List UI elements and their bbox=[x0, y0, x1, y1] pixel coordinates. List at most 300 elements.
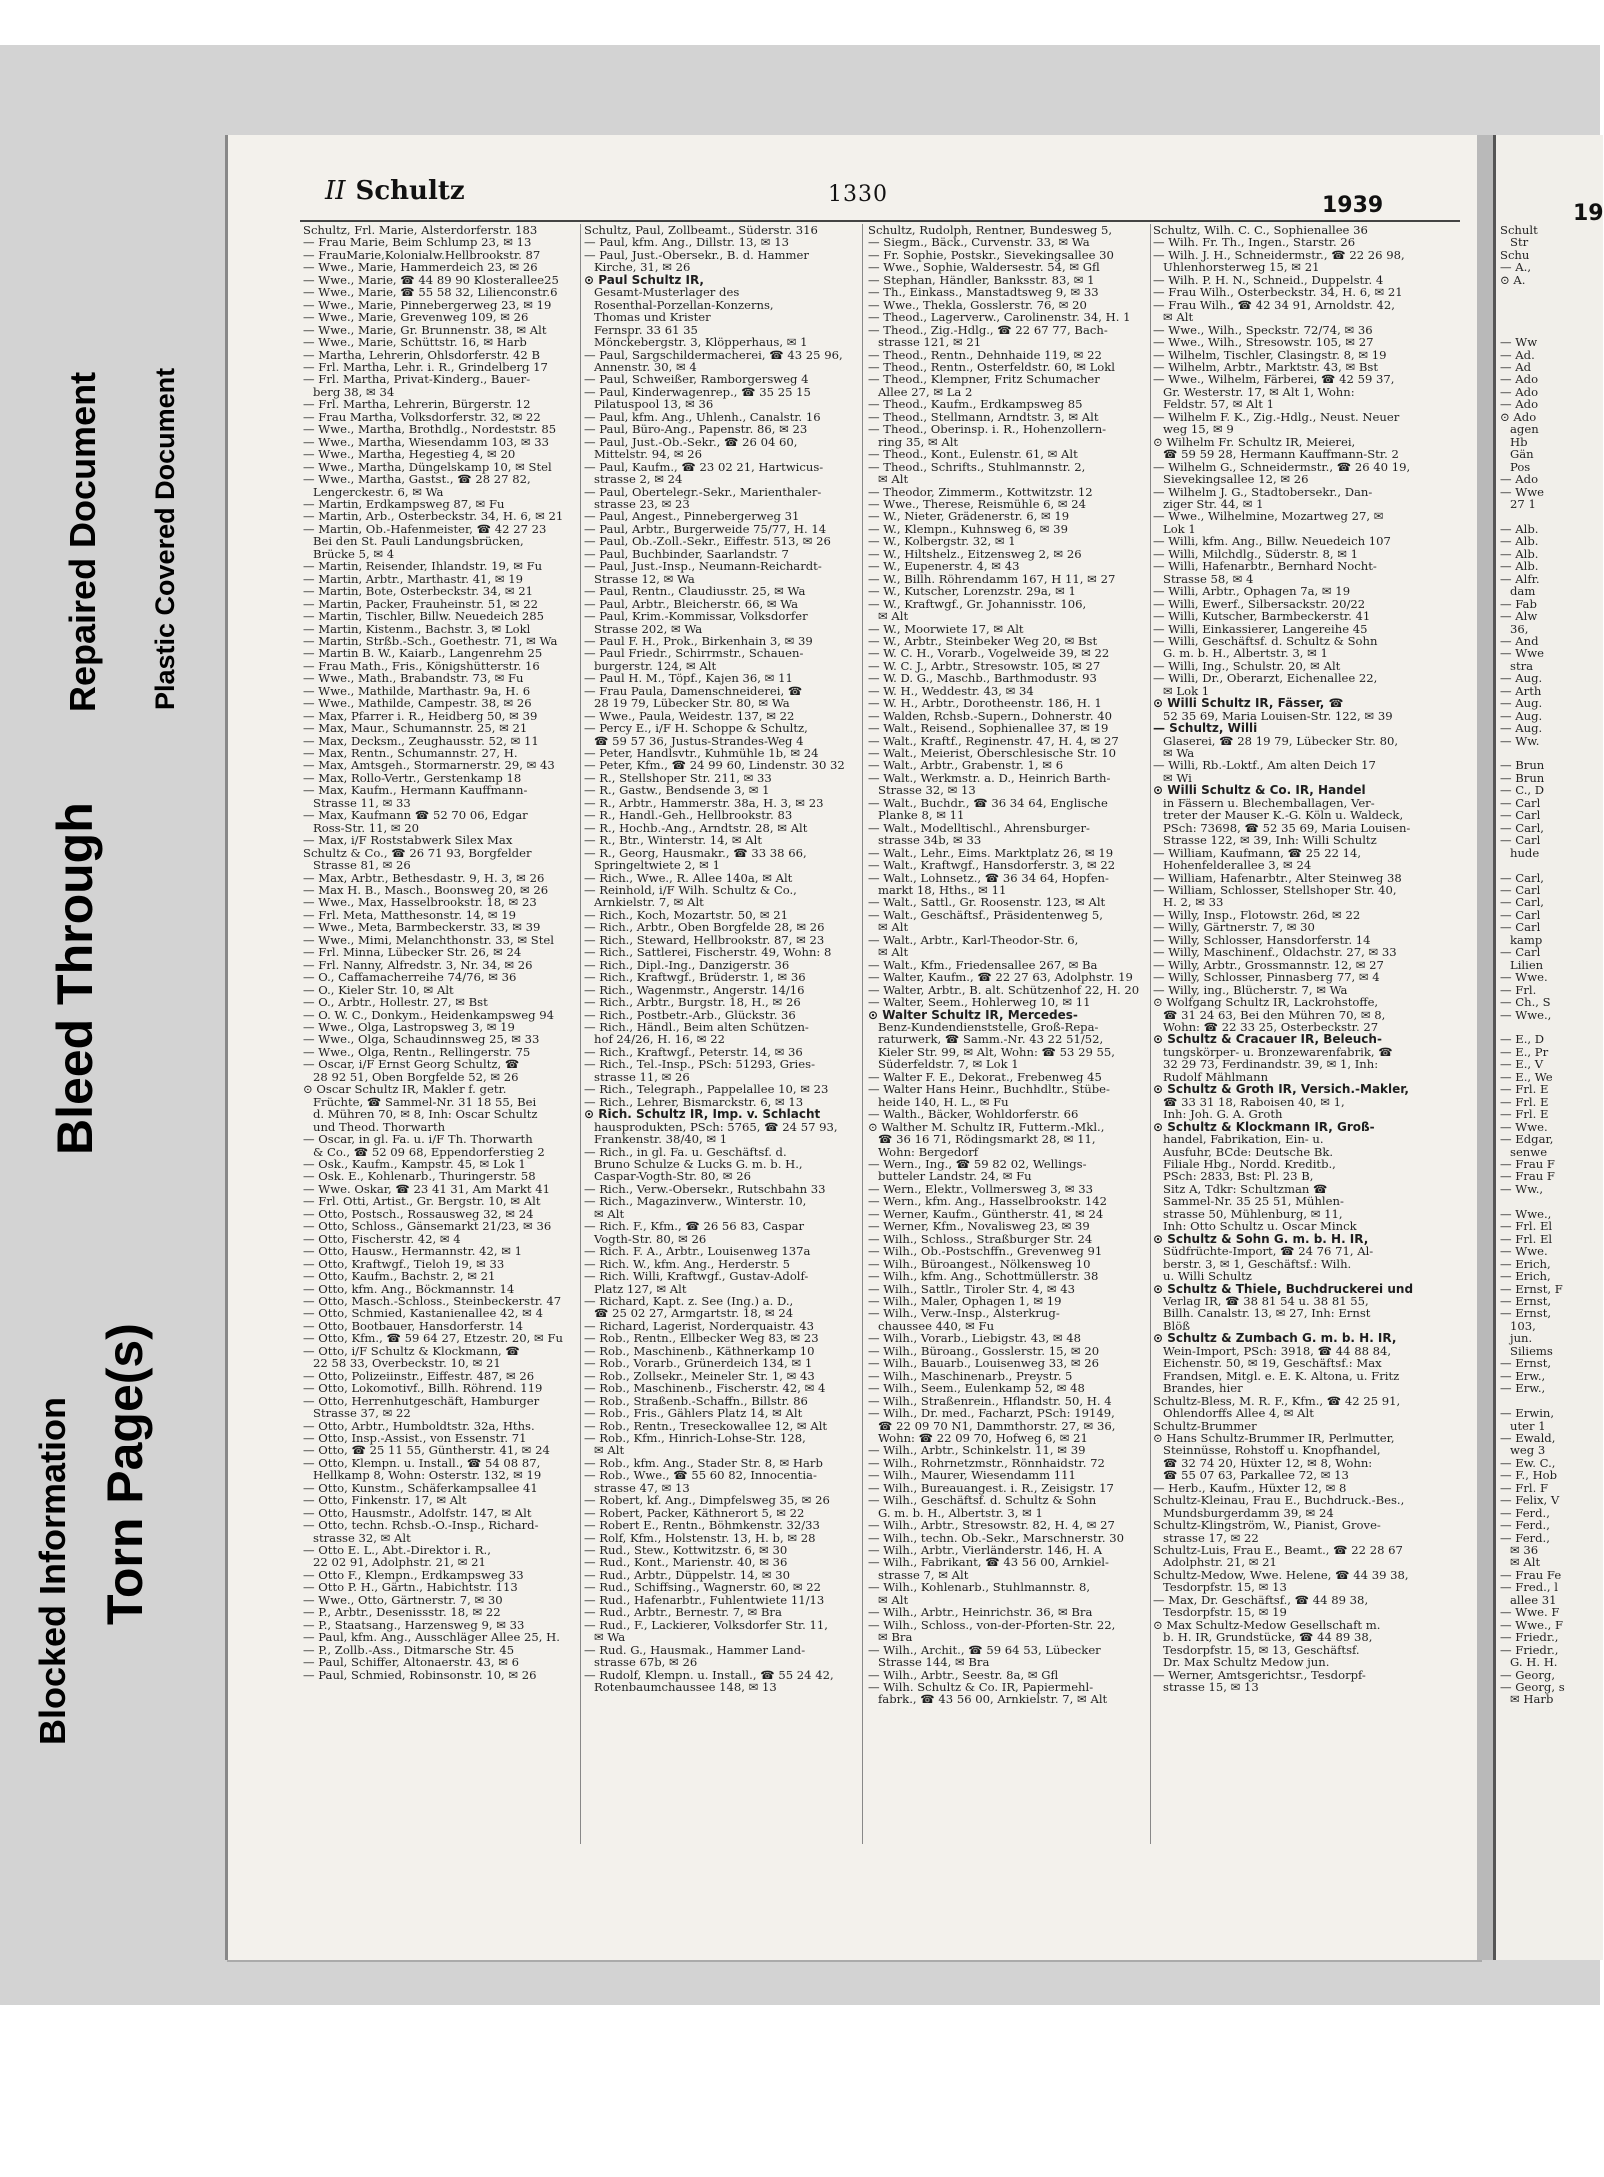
directory-entry-line: — Wwe., Otto, Gärtnerstr. 7, ✉ 30 bbox=[303, 1592, 503, 1607]
directory-entry-line: — R., Georg, Hausmakr., ☎ 33 38 66, bbox=[584, 845, 807, 860]
directory-entry-line: ☎ 59 59 28, Hermann Kauffmann-Str. 2 bbox=[1163, 447, 1399, 462]
directory-entry-line: — Rob., kfm. Ang., Stader Str. 8, ✉ Harb bbox=[584, 1455, 823, 1470]
directory-entry-line: d. Mühren 70, ✉ 8, Inh: Oscar Schultz bbox=[313, 1107, 538, 1122]
directory-entry-line: — Fr. Sophie, Postskr., Sievekingsallee 30 bbox=[868, 247, 1114, 262]
directory-entry-line: G. m. b. H., Albertstr. 3, ✉ 1 bbox=[878, 1505, 1043, 1520]
directory-entry-line: Strasse 58, ✉ 4 bbox=[1163, 571, 1254, 586]
directory-entry-line: Siliems bbox=[1510, 1343, 1553, 1358]
directory-entry-line: — Alb. bbox=[1500, 521, 1539, 536]
directory-entry-line: — Frau Marie, Beim Schlump 23, ✉ 13 bbox=[303, 235, 532, 250]
directory-entry-line: ✉ Harb bbox=[1510, 1692, 1554, 1707]
directory-entry-line: 103, bbox=[1510, 1318, 1536, 1333]
directory-entry-line: Caspar-Vogth-Str. 80, ✉ 26 bbox=[594, 1169, 751, 1184]
directory-entry-line: — Paul, Arbtr., Bleicherstr. 66, ✉ Wa bbox=[584, 596, 799, 611]
directory-entry-line: — Wwe. F bbox=[1500, 1605, 1560, 1620]
directory-entry-line: — W. H., Arbtr., Dorotheenstr. 186, H. 1 bbox=[868, 696, 1102, 711]
directory-entry-line: — Wilh., Seem., Eulenkamp 52, ✉ 48 bbox=[868, 1381, 1085, 1396]
directory-entry-line: — Rich., Arbtr., Burgstr. 18, H., ✉ 26 bbox=[584, 995, 801, 1010]
directory-entry-line: Filiale Hbg., Nordd. Kreditb., bbox=[1163, 1156, 1336, 1171]
directory-entry-line: — Paul, Obertelegr.-Sekr., Marienthaler- bbox=[584, 484, 822, 499]
adjacent-page-column-fragment bbox=[1500, 224, 1600, 1849]
directory-entry-line: — Carl bbox=[1500, 945, 1541, 960]
directory-entry-line: — Rich., Händl., Beim alten Schützen- bbox=[584, 1020, 809, 1034]
directory-entry-line: stra bbox=[1510, 658, 1534, 673]
directory-entry-line: Gän bbox=[1510, 447, 1534, 462]
directory-entry-line: — Wilh., Maler, Ophagen 1, ✉ 19 bbox=[868, 1293, 1062, 1308]
directory-entry-line: Mundsburgerdamm 39, ✉ 24 bbox=[1163, 1505, 1334, 1520]
directory-entry-line: — Fab bbox=[1500, 596, 1537, 611]
directory-entry-line: — Frl. El bbox=[1500, 1231, 1553, 1246]
directory-entry-line: Billh. Canalstr. 13, ✉ 27, Inh: Ernst bbox=[1163, 1306, 1371, 1321]
directory-entry-line: — Wilh., Büroang., Gosslerstr. 15, ✉ 20 bbox=[868, 1343, 1100, 1358]
directory-entry-line: Tesdorpfstr. 15, ✉ 19 bbox=[1163, 1605, 1287, 1620]
directory-entry-line: heide 140, H. L., ✉ Fu bbox=[878, 1094, 1009, 1109]
directory-entry-line: — Wilhelm, Arbtr., Marktstr. 43, ✉ Bst bbox=[1153, 359, 1379, 374]
directory-entry-line: — Wwe., Marie, Schüttstr. 16, ✉ Harb bbox=[303, 335, 527, 350]
directory-entry-line: — Carl bbox=[1500, 920, 1541, 935]
directory-entry-line: — Paul, Angest., Pinnebergerweg 31 bbox=[584, 509, 800, 524]
directory-entry-line: u. Willi Schultz bbox=[1163, 1269, 1252, 1284]
directory-entry-line: Brandes, hier bbox=[1163, 1381, 1243, 1396]
directory-entry-line: ⊙ Schultz & Thiele, Buchdruckerei und bbox=[1153, 1281, 1414, 1296]
directory-entry-line: — Martin B. W., Kaiarb., Langenrehm 25 bbox=[303, 646, 543, 661]
directory-entry-line: — Otto, Hausmstr., Adolfstr. 147, ✉ Alt bbox=[303, 1505, 532, 1520]
entries-column-3 bbox=[868, 224, 1150, 1849]
directory-entry-line: ✉ Alt bbox=[878, 472, 909, 487]
directory-entry-line: Sievekingsallee 12, ✉ 26 bbox=[1163, 472, 1309, 487]
directory-entry-line: — Wilh., Archit., ☎ 59 64 53, Lübecker bbox=[868, 1642, 1101, 1657]
directory-entry-line: ⊙ Schultz & Groth IR, Versich.-Makler, bbox=[1153, 1082, 1409, 1097]
directory-entry-line: — Otto, Finkenstr. 17, ✉ Alt bbox=[303, 1493, 467, 1508]
directory-entry-line: — Martin, Arbtr., Marthastr. 41, ✉ 19 bbox=[303, 571, 524, 586]
directory-entry-line: — Martin, Bote, Osterbeckstr. 34, ✉ 21 bbox=[303, 584, 534, 599]
directory-entry-line: — Walt., Lohnsetz., ☎ 36 34 64, Hopfen- bbox=[868, 870, 1109, 885]
directory-entry-line: Süderfeldstr. 7, ✉ Lok 1 bbox=[878, 1057, 1019, 1072]
directory-entry-line: — Ado bbox=[1500, 472, 1539, 487]
directory-entry-line: — Walt., Arbtr., Karl-Theodor-Str. 6, bbox=[868, 932, 1079, 947]
directory-entry-line: 32 29 73, Ferdinandstr. 39, ✉ 1, Inh: bbox=[1163, 1057, 1379, 1072]
directory-entry-line: — Wwe., Math., Brabandstr. 73, ✉ Fu bbox=[303, 671, 524, 686]
directory-entry-line: — Walt., Sattl., Gr. Roosenstr. 123, ✉ Alt bbox=[868, 895, 1106, 910]
directory-entry-line: — Theod., Kont., Eulenstr. 61, ✉ Alt bbox=[868, 447, 1078, 462]
column-divider bbox=[1150, 224, 1151, 1844]
directory-entry-line: — Willy, Gärtnerstr. 7, ✉ 30 bbox=[1153, 920, 1315, 935]
directory-entry-line: Strasse 32, ✉ 13 bbox=[878, 783, 976, 798]
directory-entry-line: — Otto, Herrenhutgeschäft, Hamburger bbox=[303, 1393, 540, 1408]
directory-entry-line: — Wwe., Paula, Weidestr. 137, ✉ 22 bbox=[584, 708, 795, 723]
directory-entry-line: — Wilh., Arbtr., Stresowstr. 82, H. 4, ✉ 27 bbox=[868, 1518, 1115, 1533]
directory-entry-line: — Wilh. P. H. N., Schneid., Duppelstr. 4 bbox=[1153, 272, 1384, 287]
directory-entry-line: — Theod., Schrifts., Stuhlmannstr. 2, bbox=[868, 459, 1086, 474]
directory-entry-line: markt 18, Hths., ✉ 11 bbox=[878, 883, 1007, 898]
directory-entry-line: strasse 32, ✉ Alt bbox=[313, 1530, 411, 1545]
directory-entry-line: — Frau Wilh., Osterbeckstr. 34, H. 6, ✉ 21 bbox=[1153, 285, 1403, 300]
directory-entry-line: — Rob., Zollsekr., Meineler Str. 1, ✉ 43 bbox=[584, 1368, 815, 1383]
directory-entry-line: — Wwe., Olga, Lastropsweg 3, ✉ 19 bbox=[303, 1020, 515, 1034]
directory-entry-line: 36, bbox=[1510, 621, 1529, 636]
directory-entry-line: Wein-Import, PSch: 3918, ☎ 44 88 84, bbox=[1163, 1343, 1392, 1358]
directory-entry-line: — Martin, Kistenm., Bachstr. 3, ✉ Lokl bbox=[303, 621, 531, 636]
directory-entry-line: — Ww bbox=[1500, 335, 1538, 350]
directory-entry-line: Bei den St. Pauli Landungsbrücken, bbox=[313, 534, 524, 549]
directory-entry-line: — Aug. bbox=[1500, 708, 1543, 723]
directory-entry-line: — Willi, Kutscher, Barmbeckerstr. 41 bbox=[1153, 609, 1371, 624]
directory-entry-line: Schultz, Wilh. C. C., Sophienallee 36 bbox=[1153, 223, 1368, 237]
directory-entry-line: — Osk., Kaufm., Kampstr. 45, ✉ Lok 1 bbox=[303, 1156, 526, 1171]
directory-entry-line: Ausfuhr, BCde: Deutsche Bk. bbox=[1163, 1144, 1334, 1159]
directory-entry-line: — Max H. B., Masch., Boonsweg 20, ✉ 26 bbox=[303, 883, 549, 898]
directory-entry-line: — Frl. Martha, Lehrerin, Bürgerstr. 12 bbox=[303, 397, 531, 412]
directory-entry-line: — Frl. Meta, Matthesonstr. 14, ✉ 19 bbox=[303, 907, 516, 922]
directory-entry-line: — W., Arbtr., Steinbeker Weg 20, ✉ Bst bbox=[868, 633, 1098, 648]
directory-entry-line: — Willy, Arbtr., Grossmannstr. 12, ✉ 27 bbox=[1153, 957, 1384, 972]
directory-entry-line: ☎ 25 02 27, Armgartstr. 18, ✉ 24 bbox=[594, 1306, 794, 1321]
plastic-covered-label: Plastic Covered Document bbox=[150, 367, 180, 710]
directory-entry-line: — Alw bbox=[1500, 609, 1538, 624]
directory-entry-line: — Otto, Kaufm., Bachstr. 2, ✉ 21 bbox=[303, 1269, 496, 1284]
directory-entry-line: PSch: 73698, ☎ 52 35 69, Maria Louisen- bbox=[1163, 820, 1411, 835]
entries-column-1 bbox=[303, 224, 578, 1849]
directory-entry-line: Sammel-Nr. 35 25 51, Mühlen- bbox=[1163, 1194, 1344, 1209]
directory-entry-line: — Wilh., Arbtr., Vierländerstr. 146, H. A bbox=[868, 1543, 1103, 1558]
page-year: 1939 bbox=[1322, 193, 1384, 218]
directory-entry-line: — Max, i/F Roststabwerk Silex Max bbox=[303, 833, 513, 848]
directory-entry-line: — W., Klempn., Kuhnsweg 6, ✉ 39 bbox=[868, 521, 1068, 536]
directory-entry-line: ⊙ Ado bbox=[1500, 409, 1537, 424]
directory-entry-line: Inh: Joh. G. A. Groth bbox=[1163, 1107, 1283, 1122]
directory-entry-line: — Ernst, bbox=[1500, 1306, 1552, 1321]
directory-entry-line: — Paul, Sargschildermacherei, ☎ 43 25 96, bbox=[584, 347, 843, 362]
directory-entry-line: strasse 67b, ✉ 26 bbox=[594, 1655, 698, 1670]
directory-entry-line: — Rud. G., Hausmak., Hammer Land- bbox=[584, 1642, 806, 1657]
directory-entry-line: — Willy, Schlosser, Pinnasberg 77, ✉ 4 bbox=[1153, 970, 1380, 985]
directory-entry-line: strasse 2, ✉ 24 bbox=[594, 472, 683, 487]
directory-entry-line: — Frau Wilh., ☎ 42 34 91, Arnoldstr. 42, bbox=[1153, 297, 1395, 312]
directory-entry-line: ⊙ Walther M. Schultz IR, Futterm.-Mkl., bbox=[868, 1119, 1105, 1134]
directory-entry-line: — Rob., Fris., Gählers Platz 14, ✉ Alt bbox=[584, 1406, 803, 1421]
directory-entry-line: — Reinhold, i/F Wilh. Schultz & Co., bbox=[584, 883, 797, 898]
directory-entry-line: — Willi, Geschäftsf. d. Schultz & Sohn bbox=[1153, 633, 1378, 648]
blocked-information-label: Blocked Information bbox=[32, 1396, 73, 1745]
page-gutter bbox=[1477, 135, 1493, 1960]
directory-entry-line: Mittelstr. 94, ✉ 26 bbox=[594, 447, 702, 462]
directory-entry-line: — Georg, s bbox=[1500, 1680, 1565, 1695]
directory-entry-line: — Rich., Steward, Hellbrookstr. 87, ✉ 23 bbox=[584, 932, 825, 947]
directory-entry-line: Brücke 5, ✉ 4 bbox=[313, 546, 395, 561]
directory-entry-line: — Carl bbox=[1500, 907, 1541, 922]
directory-entry-line: Platz 127, ✉ Alt bbox=[594, 1281, 687, 1296]
directory-entry-line: — F., Hob bbox=[1500, 1468, 1558, 1483]
directory-entry-line: — Richard, Kapt. z. See (Ing.) a. D., bbox=[584, 1293, 794, 1308]
directory-entry-line: — Otto, Bootbauer, Hansdorferstr. 14 bbox=[303, 1318, 523, 1333]
directory-entry-line: — Frau Math., Fris., Königshütterstr. 16 bbox=[303, 658, 540, 673]
directory-entry-line: — Wilh. Schultz & Co. IR, Papiermehl- bbox=[868, 1680, 1094, 1695]
directory-entry-line: — Ernst, bbox=[1500, 1293, 1552, 1308]
directory-entry-line: — Felix, V bbox=[1500, 1493, 1560, 1508]
directory-entry-line: 22 58 33, Overbeckstr. 10, ✉ 21 bbox=[313, 1356, 501, 1371]
column-divider bbox=[862, 224, 863, 1844]
directory-entry-line: — Paul, kfm. Ang., Uhlenh., Canalstr. 16 bbox=[584, 409, 821, 424]
directory-entry-line: hof 24/26, H. 16, ✉ 22 bbox=[594, 1032, 725, 1047]
directory-entry-line: — Walt., Lehr., Eims. Marktplatz 26, ✉ 19 bbox=[868, 845, 1114, 860]
directory-entry-line bbox=[1500, 299, 1600, 311]
directory-entry-line: — Wwe., Marie, Pinnebergerweg 23, ✉ 19 bbox=[303, 297, 552, 312]
directory-entry-line: — Otto, Kunstm., Schäferkampsallee 41 bbox=[303, 1480, 538, 1495]
directory-entry-line: — Otto, Fischerstr. 42, ✉ 4 bbox=[303, 1231, 461, 1246]
directory-entry-line: — Paul, Arbtr., Burgerweide 75/77, H. 14 bbox=[584, 521, 827, 536]
directory-entry-line: — Paul, Schweißer, Ramborgersweg 4 bbox=[584, 372, 809, 387]
directory-entry-line: — Wwe., Wilh., Stresowstr. 105, ✉ 27 bbox=[1153, 335, 1374, 350]
directory-entry-line: — R., Stellshoper Str. 211, ✉ 33 bbox=[584, 770, 772, 785]
directory-entry-line: — Rich., Dipl.-Ing., Danzigerstr. 36 bbox=[584, 957, 790, 972]
directory-entry-line: — Rich., Koch, Mozartstr. 50, ✉ 21 bbox=[584, 907, 788, 922]
directory-entry-line: 28 19 79, Lübecker Str. 80, ✉ Wa bbox=[594, 696, 790, 711]
directory-entry-line: — Wilhelm J. G., Stadtobersekr., Dan- bbox=[1153, 484, 1373, 499]
directory-entry-line: — Rich., Wwe., R. Allee 140a, ✉ Alt bbox=[584, 870, 793, 885]
directory-entry-line: raturwerk, ☎ Samm.-Nr. 43 22 51/52, bbox=[878, 1032, 1104, 1047]
directory-entry-line: — P., Staatsang., Harzensweg 9, ✉ 33 bbox=[303, 1617, 525, 1632]
directory-entry-line: Hohenfelderallee 3, ✉ 24 bbox=[1163, 858, 1312, 873]
directory-entry-line: — Wwe. bbox=[1500, 1244, 1548, 1259]
directory-entry-line: — Wwe., Marie, ☎ 55 58 32, Lilienconstr.6 bbox=[303, 285, 558, 300]
directory-entry-line: ⊙ Paul Schultz IR, bbox=[584, 272, 704, 287]
directory-entry-line: agen bbox=[1510, 422, 1539, 437]
directory-entry-line: — Frau Martha, Volksdorferstr. 32, ✉ 22 bbox=[303, 409, 541, 424]
directory-entry-line: Thomas und Krister bbox=[594, 310, 711, 325]
directory-entry-line: — Willi, Ing., Schulstr. 20, ✉ Alt bbox=[1153, 658, 1341, 673]
directory-entry-line: — O. W. C., Donkym., Heidenkampsweg 94 bbox=[303, 1007, 554, 1022]
directory-entry-line: — Otto, techn. Rchsb.-O.-Insp., Richard- bbox=[303, 1518, 539, 1533]
torn-pages-label: Torn Page(s) bbox=[97, 1323, 153, 1625]
directory-entry-line: Schultz-Kleinau, Frau E., Buchdruck.-Bes., bbox=[1153, 1493, 1405, 1508]
directory-entry-line: — Siegm., Bäck., Curvenstr. 33, ✉ Wa bbox=[868, 235, 1090, 250]
directory-entry-line: — Rich. F. A., Arbtr., Louisenweg 137a bbox=[584, 1244, 811, 1259]
directory-entry-line: dam bbox=[1510, 584, 1536, 599]
directory-entry-line: Schultz-Klingström, W., Pianist, Grove- bbox=[1153, 1518, 1381, 1533]
directory-entry-line: — R., Arbtr., Hammerstr. 38a, H. 3, ✉ 23 bbox=[584, 795, 824, 810]
directory-entry-line: — Theod., Zig.-Hdlg., ☎ 22 67 77, Bach- bbox=[868, 322, 1108, 337]
directory-entry-line: — Walt., Kraftf., Reginenstr. 47, H. 4, ✉ 27 bbox=[868, 733, 1119, 748]
directory-entry-line: Strasse 37, ✉ 22 bbox=[313, 1406, 411, 1421]
directory-entry-line: — Willi, Dr., Oberarzt, Eichenallee 22, bbox=[1153, 671, 1378, 686]
directory-entry-line: Frandsen, Mitgl. e. E. K. Altona, u. Fritz bbox=[1163, 1368, 1400, 1383]
directory-entry-line: — W., Kolbergstr. 32, ✉ 1 bbox=[868, 534, 1016, 549]
directory-entry-line: — Frl. Martha, Privat-Kinderg., Bauer- bbox=[303, 372, 531, 387]
directory-entry-line: — Wilh., Bauarb., Louisenweg 33, ✉ 26 bbox=[868, 1356, 1100, 1371]
directory-entry-line: strasse 47, ✉ 13 bbox=[594, 1480, 690, 1495]
directory-entry-line: — Rudolf, Klempn. u. Install., ☎ 55 24 42, bbox=[584, 1667, 834, 1682]
directory-entry-line: — Wwe., Max, Hasselbrookstr. 18, ✉ 23 bbox=[303, 895, 537, 910]
directory-entry-line: — Wwe., Marie, Hammerdeich 23, ✉ 26 bbox=[303, 260, 538, 275]
directory-entry-line: — Aug. bbox=[1500, 721, 1543, 736]
directory-entry-line: — Paul, Büro-Ang., Papenstr. 86, ✉ 23 bbox=[584, 422, 808, 437]
directory-entry-line: Tesdorpfstr. 15, ✉ 13, Geschäftsf. bbox=[1163, 1642, 1360, 1657]
directory-entry-line: — Walter Hans Heinr., Buchhdltr., Stübe- bbox=[868, 1082, 1110, 1097]
directory-entry-line: Dr. Max Schultz Medow jun. bbox=[1163, 1655, 1330, 1670]
directory-entry-line: — Wilh., Bureauangest. i. R., Zeisigstr. 17 bbox=[868, 1480, 1114, 1495]
directory-entry-line: Pilatuspool 13, ✉ 36 bbox=[594, 397, 714, 412]
directory-entry-line: 28 92 51, Oben Borgfelde 52, ✉ 26 bbox=[313, 1069, 519, 1084]
directory-entry-line: — Paul, Kaufm., ☎ 23 02 21, Hartwicus- bbox=[584, 459, 824, 474]
directory-entry-line: PSch: 2833, Bst: Pl. 23 B, bbox=[1163, 1169, 1314, 1184]
directory-entry-line: — Paul, Kinderwagenrep., ☎ 35 25 15 bbox=[584, 384, 811, 399]
directory-entry-line: — Theod., Kaufm., Erdkampsweg 85 bbox=[868, 397, 1083, 412]
directory-entry-line: — Wwe bbox=[1500, 646, 1544, 661]
directory-entry-line: — Carl bbox=[1500, 808, 1541, 823]
directory-entry-line: — Rud., Arbtr., Düppelstr. 14, ✉ 30 bbox=[584, 1567, 790, 1582]
directory-entry-line: — Wern., Ing., ☎ 59 82 02, Wellings- bbox=[868, 1156, 1087, 1171]
directory-entry-line: ziger Str. 44, ✉ 1 bbox=[1163, 496, 1264, 511]
directory-entry-line: — Theod., Stellmann, Arndtstr. 3, ✉ Alt bbox=[868, 409, 1099, 424]
directory-entry-line: und Theod. Thorwarth bbox=[313, 1119, 446, 1134]
directory-entry-line: — Rob., Maschinenb., Fischerstr. 42, ✉ 4 bbox=[584, 1381, 826, 1396]
directory-entry-line: — Otto, Kfm., ☎ 59 64 27, Etzestr. 20, ✉ Fu bbox=[303, 1331, 563, 1346]
directory-entry-line: — Theod., Rentn., Dehnhaide 119, ✉ 22 bbox=[868, 347, 1102, 362]
directory-entry-line: — Max, Pfarrer i. R., Heidberg 50, ✉ 39 bbox=[303, 708, 538, 723]
directory-entry-line: strasse 121, ✉ 21 bbox=[878, 335, 982, 350]
directory-entry-line: — Ado bbox=[1500, 397, 1539, 412]
directory-entry-line: — Paul, Buchbinder, Saarlandstr. 7 bbox=[584, 546, 789, 561]
directory-entry-line: — Otto, Schmied, Kastanienallee 42, ✉ 4 bbox=[303, 1306, 543, 1321]
directory-entry-line: Strasse 11, ✉ 33 bbox=[313, 795, 411, 810]
directory-entry-line: Lengerckestr. 6, ✉ Wa bbox=[313, 484, 444, 499]
directory-entry-line: — Willi, Ewerf., Silbersackstr. 20/22 bbox=[1153, 596, 1366, 611]
directory-entry-line: ☎ 22 09 70 N1, Dammthorstr. 27, ✉ 36, bbox=[878, 1418, 1116, 1433]
directory-entry-line: Vogth-Str. 80, ✉ 26 bbox=[594, 1231, 707, 1246]
directory-entry-line: ⊙ Schultz & Cracauer IR, Beleuch- bbox=[1153, 1032, 1382, 1047]
directory-entry-line: 52 35 69, Maria Louisen-Str. 122, ✉ 39 bbox=[1163, 708, 1393, 723]
directory-entry-line: — Wwe., Meta, Barmbeckerstr. 33, ✉ 39 bbox=[303, 920, 541, 935]
directory-entry-line: — Paul Friedr., Schirrmstr., Schauen- bbox=[584, 646, 804, 661]
directory-entry-line: — Rud., Schiffsing., Wagnerstr. 60, ✉ 22 bbox=[584, 1580, 822, 1595]
directory-entry-line: — Rich., Arbtr., Oben Borgfelde 28, ✉ 26 bbox=[584, 920, 825, 935]
directory-entry-line: ✉ Alt bbox=[878, 945, 909, 960]
directory-entry-line: — Willy, Maschinenf., Oldachstr. 27, ✉ 33 bbox=[1153, 945, 1397, 960]
directory-entry-line: Strasse 122, ✉ 39, Inh: Willi Schultz bbox=[1163, 833, 1377, 848]
directory-entry-line: — Friedr., bbox=[1500, 1630, 1559, 1645]
directory-entry-line: treter der Mauser K.-G. Köln u. Waldeck, bbox=[1163, 808, 1404, 823]
directory-entry-line: — Martin, Tischler, Billw. Neuedeich 285 bbox=[303, 609, 545, 624]
directory-entry-line: — Paul, Schiffer, Altonaerstr. 43, ✉ 6 bbox=[303, 1655, 520, 1670]
directory-entry-line: — Ado bbox=[1500, 372, 1539, 387]
directory-entry-line: hausprodukten, PSch: 5765, ☎ 24 57 93, bbox=[594, 1119, 838, 1134]
directory-entry-line: Benz-Kundendienststelle, Groß-Repa- bbox=[878, 1020, 1099, 1034]
directory-entry-line: — Wilhelm F. K., Zig.-Hdlg., Neust. Neuer bbox=[1153, 409, 1400, 424]
directory-entry-line: ⊙ Willi Schultz & Co. IR, Handel bbox=[1153, 783, 1366, 798]
directory-entry-line: Kirche, 31, ✉ 26 bbox=[594, 260, 691, 275]
directory-entry-line: ☎ 59 57 36, Justus-Strandes-Weg 4 bbox=[594, 733, 804, 748]
directory-entry-line: — Carl, bbox=[1500, 870, 1544, 885]
directory-entry-line: ⊙ Hans Schultz-Brummer IR, Perlmutter, bbox=[1153, 1430, 1395, 1445]
directory-entry-line: b. H. IR, Grundstücke, ☎ 44 89 38, bbox=[1163, 1630, 1373, 1645]
directory-entry-line: — W. C. H., Vorarb., Vogelweide 39, ✉ 22 bbox=[868, 646, 1110, 661]
directory-entry-line: Steinnüsse, Rohstoff u. Knopfhandel, bbox=[1163, 1443, 1381, 1458]
directory-entry-line: — Frl. El bbox=[1500, 1219, 1553, 1234]
directory-entry-line: — W. H., Weddestr. 43, ✉ 34 bbox=[868, 683, 1034, 698]
directory-entry-line: in Fässern u. Blechemballagen, Ver- bbox=[1163, 795, 1375, 810]
directory-entry-line: — Rich., Magazinverw., Winterstr. 10, bbox=[584, 1194, 807, 1209]
directory-entry-line: — Rolf, Kfm., Holstenstr. 13, H. b, ✉ 28 bbox=[584, 1530, 816, 1545]
directory-entry-line: Lok 1 bbox=[1163, 521, 1196, 536]
directory-entry-line: — Carl, bbox=[1500, 820, 1544, 835]
directory-entry-line: — Frl. E bbox=[1500, 1107, 1549, 1122]
directory-entry-line: — Walt., Meierist, Oberschlesische Str. 10 bbox=[868, 746, 1116, 761]
directory-entry-line: — Wwe., Sophie, Waldersestr. 54, ✉ Gfl bbox=[868, 260, 1100, 275]
directory-entry-line: — W., Kraftwgf., Gr. Johannisstr. 106, bbox=[868, 596, 1087, 611]
directory-entry-line: — Otto P. H., Gärtn., Habichtstr. 113 bbox=[303, 1580, 518, 1595]
directory-entry-line: — Wilh., Büroangest., Nölkensweg 10 bbox=[868, 1256, 1091, 1271]
directory-entry-line: ✉ 36 bbox=[1510, 1543, 1539, 1558]
directory-entry-line: ⊙ Willi Schultz IR, Fässer, ☎ bbox=[1153, 696, 1344, 711]
directory-entry-line: — Frl. Martha, Lehr. i. R., Grindelberg 17 bbox=[303, 359, 548, 374]
directory-entry-line: ring 35, ✉ Alt bbox=[878, 434, 959, 449]
directory-entry-line: Gr. Westerstr. 17, ✉ Alt 1, Wohn: bbox=[1163, 384, 1355, 399]
directory-entry-line: — Martha, Lehrerin, Ohlsdorferstr. 42 B bbox=[303, 347, 541, 362]
directory-entry-line: — Otto, Kraftwgf., Tieloh 19, ✉ 33 bbox=[303, 1256, 505, 1271]
directory-entry-line: Hb bbox=[1510, 434, 1528, 449]
directory-entry-line: — Frl. bbox=[1500, 982, 1537, 997]
directory-entry-line: — Walt., Reisend., Sophienallee 37, ✉ 19 bbox=[868, 721, 1109, 736]
directory-entry-line: H. 2, ✉ 33 bbox=[1163, 895, 1224, 910]
directory-entry-line: strasse 7, ✉ Alt bbox=[878, 1567, 969, 1582]
directory-entry-line: Feldstr. 57, ✉ Alt 1 bbox=[1163, 397, 1274, 412]
directory-entry-line: — Paul, kfm. Ang., Ausschläger Allee 25, H. bbox=[303, 1630, 560, 1645]
directory-entry-line: Schultz, Frl. Marie, Alsterdorferstr. 183 bbox=[303, 223, 538, 237]
directory-entry-line: — Rud., F., Lackierer, Volksdorfer Str. 11, bbox=[584, 1617, 828, 1632]
directory-entry-line: — Paul, Schmied, Robinsonstr. 10, ✉ 26 bbox=[303, 1667, 537, 1682]
directory-entry-line: burgerstr. 124, ✉ Alt bbox=[594, 658, 717, 673]
directory-entry-line: — Paul, Just.-Obersekr., B. d. Hammer bbox=[584, 247, 809, 262]
directory-entry-line: ☎ 55 07 63, Parkallee 72, ✉ 13 bbox=[1163, 1468, 1349, 1483]
directory-entry-line: — Otto, Klempn. u. Install., ☎ 54 08 87, bbox=[303, 1455, 541, 1470]
directory-entry-line: ⊙ Walter Schultz IR, Mercedes- bbox=[868, 1007, 1078, 1022]
directory-entry-line: — Martin, Strßb.-Sch., Goethestr. 71, ✉ Wa bbox=[303, 633, 558, 648]
directory-entry-line: — Otto, Insp.-Assist., von Essenstr. 71 bbox=[303, 1430, 527, 1445]
directory-entry-line: — Otto, i/F Schultz & Klockmann, ☎ bbox=[303, 1343, 520, 1358]
directory-entry-line: — Rich., Wagenmstr., Angerstr. 14/16 bbox=[584, 982, 805, 997]
directory-entry-line: — Theod., Rentn., Osterfeldstr. 60, ✉ Lokl bbox=[868, 359, 1116, 374]
directory-entry-line: & Co., ☎ 52 09 68, Eppendorferstieg 2 bbox=[313, 1144, 545, 1159]
directory-entry-line: — Walt., Arbtr., Grabenstr. 1, ✉ 6 bbox=[868, 758, 1064, 773]
directory-entry-line: Planke 8, ✉ 11 bbox=[878, 808, 965, 823]
directory-entry-line: — Otto, Postsch., Rossausweg 32, ✉ 24 bbox=[303, 1206, 534, 1221]
directory-entry-line: — Wern., Elektr., Vollmersweg 3, ✉ 33 bbox=[868, 1181, 1094, 1196]
directory-entry-line: — W., Moorwiete 17, ✉ Alt bbox=[868, 621, 1024, 636]
directory-entry-line: — Wilh., techn. Ob.-Sekr., Marschnerstr. 30 bbox=[868, 1530, 1125, 1545]
directory-entry-line: — Paul, Rentn., Claudiusstr. 25, ✉ Wa bbox=[584, 584, 806, 599]
directory-entry-line: — Wwe., Wilh., Speckstr. 72/74, ✉ 36 bbox=[1153, 322, 1373, 337]
directory-entry-line: Str bbox=[1510, 235, 1529, 250]
directory-entry-line: — Percy E., i/F H. Schoppe & Schultz, bbox=[584, 721, 808, 736]
directory-entry-line: — Wilh., Kohlenarb., Stuhlmannstr. 8, bbox=[868, 1580, 1091, 1595]
directory-entry-line: — Frl. E bbox=[1500, 1094, 1549, 1109]
directory-entry-line: — Robert, Packer, Käthnerort 5, ✉ 22 bbox=[584, 1505, 805, 1520]
directory-entry-line: ✉ Lok 1 bbox=[1163, 683, 1210, 698]
directory-entry-line: — Wilh., Vorarb., Liebigstr. 43, ✉ 48 bbox=[868, 1331, 1082, 1346]
directory-entry-line: — Rob., Wwe., ☎ 55 60 82, Innocentia- bbox=[584, 1468, 817, 1483]
directory-entry-line: — Th., Einkass., Manstadtsweg 9, ✉ 33 bbox=[868, 285, 1099, 300]
directory-entry-line: — Otto, Masch.-Schloss., Steinbeckerstr. 47 bbox=[303, 1293, 562, 1308]
directory-entry-line: — Georg, bbox=[1500, 1667, 1556, 1682]
directory-entry-line: — Rob., Rentn., Treseckowallee 12, ✉ Alt bbox=[584, 1418, 828, 1433]
directory-entry-line: — O., Kieler Str. 10, ✉ Alt bbox=[303, 982, 454, 997]
directory-entry-line: — Rich., Tel.-Insp., PSch: 51293, Gries- bbox=[584, 1057, 815, 1072]
directory-entry-line: — Frl. E bbox=[1500, 1082, 1549, 1097]
directory-entry-line: Rosenthal-Porzellan-Konzerns, bbox=[594, 297, 774, 312]
directory-entry-line: Kieler Str. 99, ✉ Alt, Wohn: ☎ 53 29 55, bbox=[878, 1044, 1115, 1059]
directory-entry-line: — Wilh., Maschinenarb., Preystr. 5 bbox=[868, 1368, 1073, 1383]
directory-entry-line: strasse 50, Mühlenburg, ✉ 11, bbox=[1163, 1206, 1343, 1221]
